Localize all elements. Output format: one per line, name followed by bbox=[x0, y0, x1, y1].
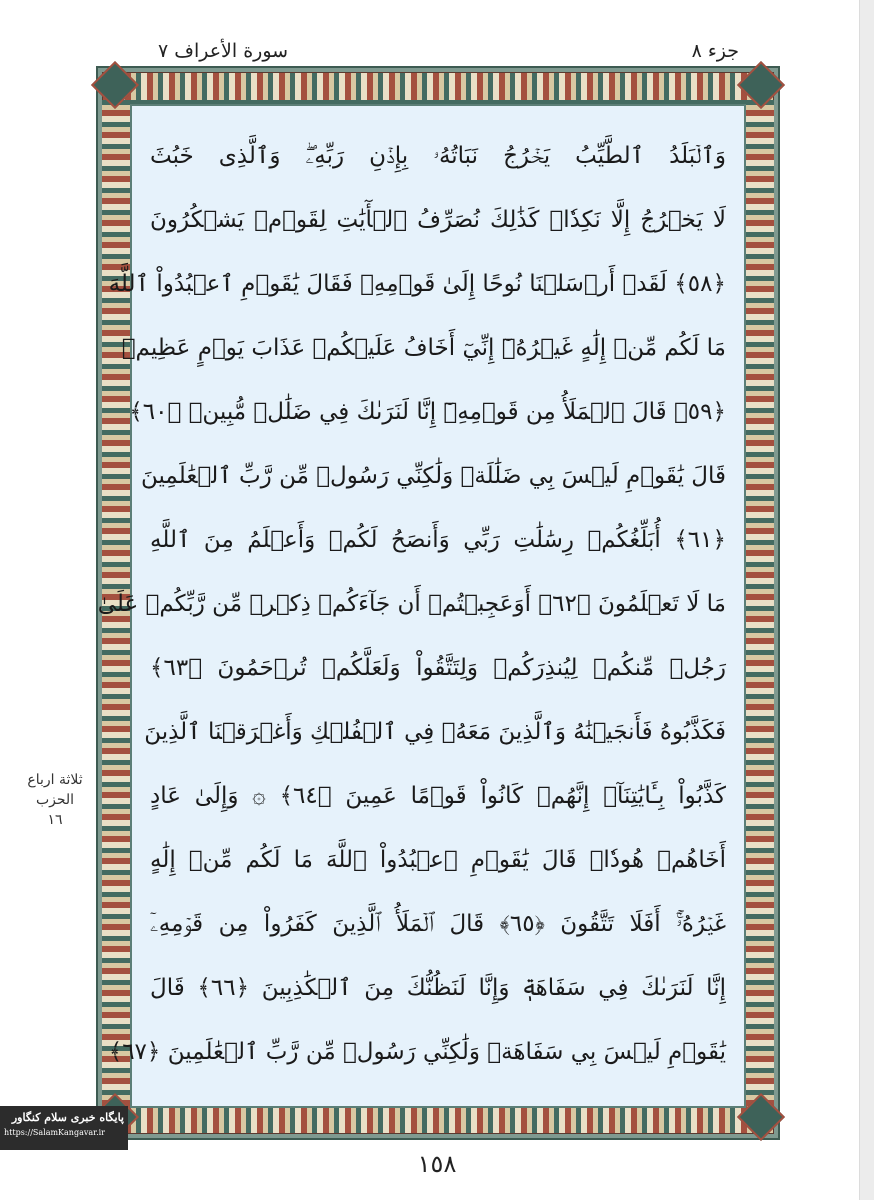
verse-line: أَخَاهُمۡ هُودٗاۚ قَالَ يَٰقَوۡمِ ٱعۡبُدُواْ ٱللَّهَ مَا لَكُم مِّنۡ إِلَٰهٍ bbox=[150, 847, 726, 873]
verse-line: ﴿٥٨﴾ لَقَدۡ أَرۡسَلۡنَا نُوحًا إِلَىٰ قَوۡمِهِۦ فَقَالَ يَٰقَوۡمِ ٱعۡبُدُواْ ٱللَّهَ bbox=[108, 271, 726, 297]
verse-line: ﴿٥٩﴾ قَالَ ٱلۡمَلَأُ مِن قَوۡمِهِۦٓ إِنَّا لَنَرَىٰكَ فِي ضَلَٰلٖ مُّبِينٖ ﴿٦٠﴾ bbox=[129, 399, 726, 425]
hizb-note-number: ١٦ bbox=[47, 812, 63, 828]
verse-line: مَا لَكُم مِّنۡ إِلَٰهٍ غَيۡرُهُۥٓ إِنِّيٓ أَخَافُ عَلَيۡكُمۡ عَذَابَ يَوۡمٍ عَظِيمٖ bbox=[121, 335, 726, 361]
verse-line: يَٰقَوۡمِ لَيۡسَ بِي سَفَاهَةٞ وَلَٰكِنِّي رَسُولٞ مِّن رَّبِّ ٱلۡعَٰلَمِينَ ﴿٦٧﴾ bbox=[108, 1039, 726, 1065]
verse-line: كَذَّبُواْ بِـَٔايَٰتِنَآۚ إِنَّهُمۡ كَانُواْ قَوۡمًا عَمِينَ ﴿٦٤﴾ ۞ وَإِلَىٰ عَادٍ bbox=[150, 783, 726, 809]
watermark-url: https://SalamKangavar.ir bbox=[4, 1128, 106, 1137]
verse-line: غَيۡرُهُۥٓۚ أَفَلَا تَتَّقُونَ ﴿٦٥﴾ قَالَ ٱلۡمَلَأُ ٱلَّذِينَ كَفَرُواْ مِن قَوۡمِهِۦٓ bbox=[150, 911, 726, 937]
watermark-badge bbox=[0, 1106, 128, 1150]
verse-line: فَكَذَّبُوهُ فَأَنجَيۡنَٰهُ وَٱلَّذِينَ مَعَهُۥ فِي ٱلۡفُلۡكِ وَأَغۡرَقۡنَا ٱلَّذِينَ bbox=[144, 719, 726, 745]
page-edge-strip bbox=[859, 0, 874, 1200]
hizb-margin-note bbox=[20, 770, 90, 830]
hizb-note-line: ثلاثة ارباع bbox=[27, 772, 83, 788]
page-number: ١٥٨ bbox=[417, 1150, 457, 1178]
hizb-note-line: الحزب bbox=[35, 792, 75, 808]
watermark-title: پایگاه خبری سلام کنگاور bbox=[11, 1111, 124, 1124]
verse-line: قَالَ يَٰقَوۡمِ لَيۡسَ بِي ضَلَٰلَةٞ وَلَٰكِنِّي رَسُولٞ مِّن رَّبِّ ٱلۡعَٰلَمِينَ bbox=[140, 463, 726, 489]
surah-header: سورة الأعراف ٧ bbox=[158, 40, 289, 62]
verse-line: مَا لَا تَعۡلَمُونَ ﴿٦٢﴾ أَوَعَجِبۡتُمۡ أَن جَآءَكُمۡ ذِكۡرٞ مِّن رَّبِّكُمۡ عَلَىٰ bbox=[97, 591, 726, 617]
verse-line: رَجُلٖ مِّنكُمۡ لِيُنذِرَكُمۡ وَلِتَتَّقُواْ وَلَعَلَّكُمۡ تُرۡحَمُونَ ﴿٦٣﴾ bbox=[150, 655, 726, 681]
verse-line: لَا يَخۡرُجُ إِلَّا نَكِدٗاۚ كَذَٰلِكَ نُصَرِّفُ ٱلۡأٓيَٰتِ لِقَوۡمٖ يَشۡكُرُونَ bbox=[150, 207, 726, 233]
verse-line: إِنَّا لَنَرَىٰكَ فِي سَفَاهَةٖ وَإِنَّا لَنَظُنُّكَ مِنَ ٱلۡكَٰذِبِينَ ﴿٦٦﴾ قَالَ bbox=[150, 975, 726, 1001]
verse-line: ﴿٦١﴾ أُبَلِّغُكُمۡ رِسَٰلَٰتِ رَبِّي وَأَنصَحُ لَكُمۡ وَأَعۡلَمُ مِنَ ٱللَّهِ bbox=[150, 527, 726, 553]
juz-header: جزء ٨ bbox=[691, 40, 739, 62]
verse-line: وَٱلۡبَلَدُ ٱلطَّيِّبُ يَخۡرُجُ نَبَاتُهُۥ بِإِذۡنِ رَبِّهِۦۖ وَٱلَّذِى خَبُثَ bbox=[150, 143, 726, 169]
